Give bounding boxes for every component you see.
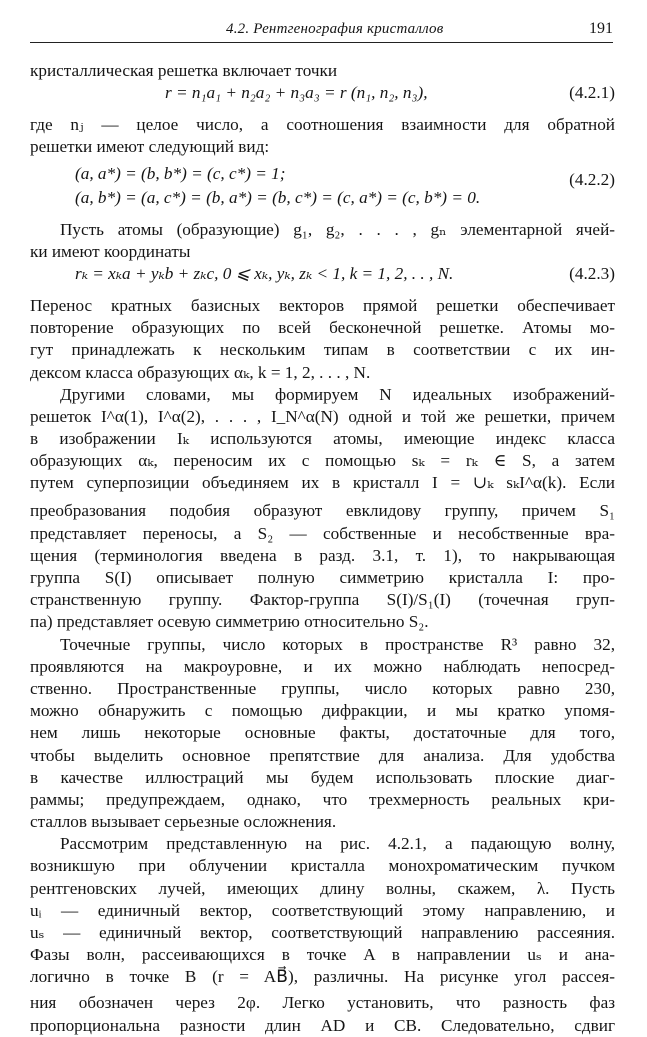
equation-number: (4.2.2) (569, 169, 615, 189)
text-line: па) представляет осевую симметрию относительно S₂. (30, 612, 429, 632)
text-line: Фазы волн, рассеивающихся в точке A в направлении uₛ и ана- (30, 945, 615, 965)
text-line: Точечные группы, число которых в пространстве R³ равно 32, (60, 634, 615, 654)
equation-4-2-3 (30, 263, 615, 287)
text-line: где nⱼ — целое число, а соотношения взаимности для обратной (30, 115, 615, 135)
section-title: 4.2. Рентгенография кристаллов (226, 21, 444, 37)
text-line: Пусть атомы (образующие) g₁, g₂, . . . , gₙ элементарной ячей- (60, 219, 615, 239)
text-line: Рассмотрим представленную на рис. 4.2.1, а падающую волну, (60, 834, 615, 854)
text-line: в изображении Iₖ используются атомы, имеющие индекс класса (30, 429, 615, 449)
equation-number: (4.2.1) (569, 83, 615, 103)
running-header (30, 19, 613, 43)
text-line: кристаллическая решетка включает точки (30, 61, 338, 80)
text-line: решетки имеют следующий вид: (30, 137, 270, 157)
text-line: щения (терминология введена в разд. 3.1, т. 1), то накрывающая (30, 545, 615, 565)
equation-expression: (a, b*) = (a, c*) = (b, a*) = (b, c*) = (c, a*) = (c, b*) = 0. (75, 187, 481, 207)
text-line: дексом класса образующих αₖ, k = 1, 2, . . . , N. (30, 362, 371, 382)
page-number: 191 (589, 20, 613, 37)
text-line: преобразования подобия образуют евклидову группу, причем S₁ (30, 501, 615, 521)
header-rule (30, 42, 613, 43)
page-body (30, 60, 615, 1037)
text-line: повторение образующих по всей бесконечной решетке. Атомы мо- (30, 318, 615, 338)
text-line: группа S(I) описывает полную симметрию кристалла I: про- (30, 568, 615, 587)
equation-expression: r = n₁a₁ + n₂a₂ + n₃a₃ = r (n₁, n₂, n₃), (165, 83, 428, 103)
text-line: чтобы выделить основное препятствие для анализа. Для удобства (30, 745, 615, 765)
text-line: проявляются на макроуровне, и их можно наблюдать непосред- (30, 656, 615, 676)
text-line: в качестве иллюстраций мы будем использовать плоские диаг- (30, 767, 615, 787)
text-line: uₛ — единичный вектор, соответствующий направлению рассеяния. (30, 923, 615, 942)
text-line: возникшую при облучении кристалла монохроматическим пучком (30, 856, 615, 876)
equation-expression: rₖ = xₖa + yₖb + zₖc, 0 ⩽ xₖ, yₖ, zₖ < 1, k = 1, 2, . . , N. (75, 263, 454, 283)
equation-4-2-2-a (30, 159, 615, 185)
text-line: Перенос кратных базисных векторов прямой решетки обеспечивает (30, 295, 615, 315)
text-line: гут принадлежать к нескольким типам в соответствии с их ин- (30, 340, 615, 360)
text-line: представляет переносы, а S₂ — собственные и несобственные вра- (30, 523, 615, 543)
equation-4-2-1 (30, 82, 615, 106)
text-line: странственную группу. Фактор-группа S(I)/S₁(I) (точечная груп- (30, 590, 615, 610)
text-line: ки имеют координаты (30, 241, 191, 261)
text-line: uᵢ — единичный вектор, соответствующий этому направлению, и (30, 900, 615, 920)
text-line: нем лишь некоторые основные факты, достаточные для того, (30, 723, 615, 743)
text-line: можно обнаружить с помощью дифракции, и мы кратко упомя- (30, 701, 615, 721)
text-line: раммы; предупреждаем, однако, что трехмерность реальных кри- (30, 789, 615, 809)
text-line: сталлов вызывает серьезные осложнения. (30, 812, 337, 832)
text-line: ния обозначен через 2φ. Легко установить, что разность фаз (30, 993, 615, 1013)
text-line: логично в точке B (r = AB⃗), различны. На рисунке угол рассея- (30, 967, 615, 987)
text-line: рентгеновских лучей, имеющих длину волны, скажем, λ. Пусть (30, 878, 615, 898)
text-line: ственно. Пространственные группы, число которых равно 230, (30, 678, 615, 698)
equation-number: (4.2.3) (569, 263, 615, 283)
text-line: решеток I^α(1), I^α(2), . . . , I_N^α(N) одной и той же решетки, причем (30, 406, 615, 426)
equation-expression: (a, a*) = (b, b*) = (c, c*) = 1; (75, 163, 286, 183)
text-line: пропорциональна разности длин AD и CB. Следовательно, сдвиг (30, 1015, 615, 1035)
text-line: путем суперпозиции объединяем их в кристалл I = ∪ₖ sₖI^α(k). Если (30, 473, 615, 493)
text-line: Другими словами, мы формируем N идеальных изображений- (60, 384, 615, 404)
text-line: образующих αₖ, переносим их с помощью sₖ = rₖ ∈ S, а затем (30, 451, 615, 471)
